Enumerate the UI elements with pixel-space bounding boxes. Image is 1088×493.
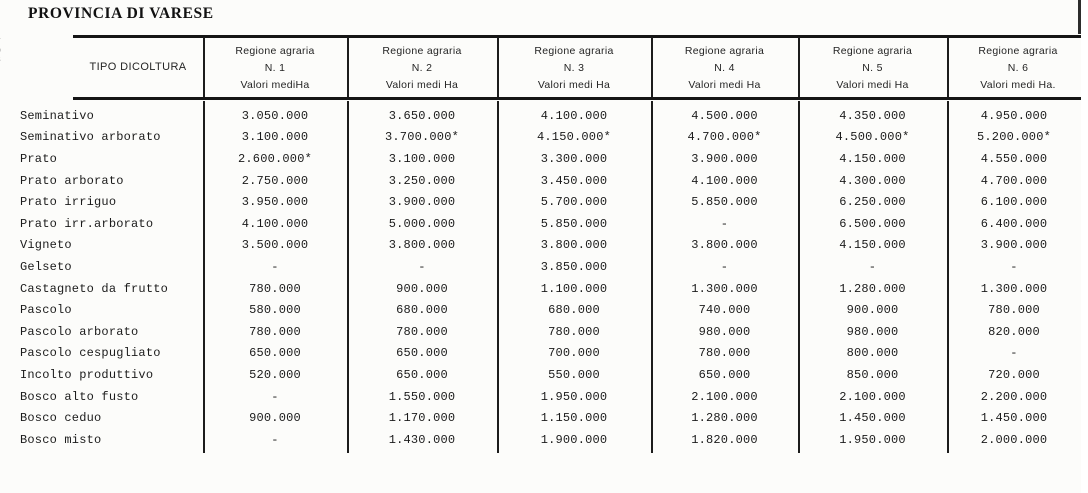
value-region-1: - <box>271 432 279 447</box>
value-region-1: 2.750.000 <box>241 173 309 188</box>
value-region-3: 550.000 <box>548 367 600 382</box>
column-header-region-4 <box>652 39 797 95</box>
value-region-2: - <box>418 259 426 274</box>
crop-type-label: Bosco alto fusto <box>20 389 139 404</box>
value-region-5: 1.450.000 <box>839 411 906 426</box>
value-region-1: 3.050.000 <box>241 108 309 123</box>
value-region-2: 780.000 <box>396 324 448 339</box>
value-region-3: 4.100.000 <box>540 108 608 123</box>
value-region-6: 4.700.000 <box>980 173 1048 188</box>
table-row <box>0 191 1081 213</box>
value-region-2: 900.000 <box>396 281 448 296</box>
value-region-3: 1.150.000 <box>540 411 608 426</box>
value-region-6: 720.000 <box>988 367 1040 382</box>
value-region-4: 1.300.000 <box>691 281 758 296</box>
table-row <box>0 105 1081 127</box>
value-region-4: - <box>720 216 729 231</box>
table-row <box>0 429 1081 451</box>
value-region-4: 3.900.000 <box>691 151 758 166</box>
value-region-3: 3.450.000 <box>540 173 608 188</box>
value-region-1: - <box>271 389 279 404</box>
unit-label: Valori medi Ha <box>537 79 611 91</box>
value-region-4: 4.100.000 <box>691 173 758 188</box>
value-region-4: 3.800.000 <box>691 238 758 253</box>
value-region-3: 780.000 <box>548 324 600 339</box>
region-number: N. 6 <box>1007 62 1029 74</box>
value-region-4: 740.000 <box>698 303 751 318</box>
value-region-1: 650.000 <box>249 346 301 361</box>
page-title: PROVINCIA DI VARESE <box>28 5 214 22</box>
table-row <box>0 235 1081 257</box>
crop-type-label: Seminativo <box>20 108 95 123</box>
value-region-1: 2.600.000* <box>237 151 312 166</box>
value-region-6: 4.950.000 <box>980 108 1048 123</box>
table-row <box>0 278 1081 300</box>
crop-type-label: Castagneto da frutto <box>20 281 169 296</box>
value-region-6: - <box>1010 259 1018 274</box>
crop-type-label: Vigneto <box>20 238 72 253</box>
value-region-5: 2.100.000 <box>839 389 906 404</box>
value-region-1: - <box>271 259 279 274</box>
table-row <box>0 256 1081 278</box>
value-region-2: 5.000.000 <box>388 216 456 231</box>
value-region-2: 3.900.000 <box>388 195 456 210</box>
value-region-6: 5.200.000* <box>976 130 1051 145</box>
value-region-6: 4.550.000 <box>980 151 1048 166</box>
value-region-3: 3.850.000 <box>540 259 608 274</box>
value-region-3: 700.000 <box>548 346 600 361</box>
value-region-2: 1.550.000 <box>388 389 456 404</box>
table-row <box>0 321 1081 343</box>
value-region-2: 1.170.000 <box>388 411 456 426</box>
crop-type-label: Prato irr.arborato <box>20 216 154 231</box>
value-region-2: 3.100.000 <box>388 151 456 166</box>
value-region-1: 520.000 <box>249 367 301 382</box>
value-region-1: 900.000 <box>249 411 301 426</box>
value-region-5: 6.500.000 <box>839 216 906 231</box>
value-region-5: 1.280.000 <box>839 281 906 296</box>
value-region-4: 650.000 <box>698 367 751 382</box>
column-header-region-5 <box>799 39 946 95</box>
region-number: N. 3 <box>563 62 585 74</box>
crop-type-label: Incolto produttivo <box>20 367 154 382</box>
table-body <box>0 105 1081 451</box>
value-region-5: - <box>868 259 877 274</box>
value-region-2: 3.700.000* <box>384 130 459 145</box>
column-header-crop-type: TIPO DICOLTURA <box>89 61 187 73</box>
value-region-1: 3.500.000 <box>241 238 309 253</box>
value-region-2: 650.000 <box>396 367 448 382</box>
crop-type-label: Pascolo <box>20 303 72 318</box>
crop-type-label: Prato arborato <box>20 173 124 188</box>
unit-label: Valori medi Ha <box>385 79 459 91</box>
value-region-5: 1.950.000 <box>839 432 906 447</box>
region-number: N. 4 <box>714 62 735 74</box>
value-region-3: 5.850.000 <box>540 216 608 231</box>
value-region-3: 3.300.000 <box>540 151 608 166</box>
unit-label: Valori medi Ha. <box>980 79 1056 91</box>
crop-type-label: Seminativo arborato <box>20 130 161 145</box>
value-region-5: 850.000 <box>846 367 899 382</box>
value-region-2: 680.000 <box>396 303 448 318</box>
value-region-5: 4.150.000 <box>839 238 906 253</box>
value-region-1: 780.000 <box>249 324 301 339</box>
region-label: Regione agraria <box>684 45 765 57</box>
region-label: Regione agraria <box>832 45 913 57</box>
crop-type-label: Prato irriguo <box>20 195 117 210</box>
value-region-6: 780.000 <box>988 303 1040 318</box>
table-row <box>0 148 1081 170</box>
table-row <box>0 386 1081 408</box>
table-row <box>0 170 1081 192</box>
region-label: Regione agraria <box>235 45 315 57</box>
value-region-6: 1.300.000 <box>980 281 1048 296</box>
value-region-4: 780.000 <box>698 346 751 361</box>
value-region-5: 4.150.000 <box>839 151 906 166</box>
value-region-3: 1.900.000 <box>540 432 608 447</box>
value-region-6: 2.000.000 <box>980 432 1048 447</box>
value-region-2: 3.650.000 <box>388 108 456 123</box>
value-region-5: 900.000 <box>846 303 899 318</box>
table-row <box>0 364 1081 386</box>
crop-type-label: Gelseto <box>20 259 72 274</box>
value-region-6: 820.000 <box>988 324 1040 339</box>
value-region-6: 2.200.000 <box>980 389 1048 404</box>
unit-label: Valori mediHa <box>240 79 310 91</box>
value-region-6: - <box>1010 346 1018 361</box>
value-region-2: 3.250.000 <box>388 173 456 188</box>
value-region-2: 650.000 <box>396 346 448 361</box>
scan-edge-artifact <box>1078 0 1081 34</box>
table-row <box>0 299 1081 321</box>
value-region-4: 1.280.000 <box>691 411 758 426</box>
crop-type-label: Bosco misto <box>20 432 102 447</box>
value-region-5: 800.000 <box>846 346 899 361</box>
value-region-1: 4.100.000 <box>241 216 309 231</box>
value-region-4: - <box>720 259 729 274</box>
value-region-4: 4.700.000* <box>687 130 762 145</box>
region-number: N. 2 <box>411 62 433 74</box>
value-region-3: 3.800.000 <box>540 238 608 253</box>
value-region-4: 4.500.000 <box>691 108 758 123</box>
region-number: N. 1 <box>264 62 286 74</box>
value-region-4: 5.850.000 <box>691 195 758 210</box>
region-label: Regione agraria <box>978 45 1058 57</box>
value-region-1: 3.100.000 <box>241 130 309 145</box>
value-region-3: 5.700.000 <box>540 195 608 210</box>
region-label: Regione agraria <box>534 45 614 57</box>
value-region-6: 6.400.000 <box>980 216 1048 231</box>
table-row <box>0 213 1081 235</box>
value-region-5: 4.350.000 <box>839 108 906 123</box>
value-region-4: 2.100.000 <box>691 389 758 404</box>
value-region-6: 3.900.000 <box>980 238 1048 253</box>
value-region-4: 1.820.000 <box>691 432 758 447</box>
table-row <box>0 407 1081 429</box>
land-values-table <box>0 35 1081 455</box>
unit-label: Valori medi Ha <box>836 79 909 91</box>
value-region-5: 6.250.000 <box>839 195 906 210</box>
unit-label: Valori medi Ha <box>688 79 761 91</box>
value-region-2: 1.430.000 <box>388 432 456 447</box>
table-row <box>0 127 1081 149</box>
value-region-3: 1.950.000 <box>540 389 608 404</box>
table-top-border <box>73 35 1081 38</box>
value-region-3: 4.150.000* <box>536 130 611 145</box>
value-region-1: 580.000 <box>249 303 301 318</box>
region-label: Regione agraria <box>382 45 462 57</box>
crop-type-label: Pascolo cespugliato <box>20 346 161 361</box>
column-header-region-1 <box>204 39 346 95</box>
column-header-region-2 <box>348 39 496 95</box>
crop-type-label: Bosco ceduo <box>20 411 102 426</box>
value-region-1: 780.000 <box>249 281 301 296</box>
crop-type-label: Pascolo arborato <box>20 324 139 339</box>
value-region-3: 680.000 <box>548 303 600 318</box>
value-region-5: 4.500.000* <box>835 130 910 145</box>
value-region-4: 980.000 <box>698 324 751 339</box>
crop-type-label: Prato <box>20 151 58 166</box>
column-header-region-6 <box>948 39 1088 95</box>
table-row <box>0 343 1081 365</box>
value-region-6: 6.100.000 <box>980 195 1048 210</box>
region-number: N. 5 <box>862 62 883 74</box>
column-header-region-3 <box>498 39 650 95</box>
value-region-6: 1.450.000 <box>980 411 1048 426</box>
value-region-5: 980.000 <box>846 324 899 339</box>
value-region-2: 3.800.000 <box>388 238 456 253</box>
value-region-1: 3.950.000 <box>241 195 309 210</box>
value-region-5: 4.300.000 <box>839 173 906 188</box>
value-region-3: 1.100.000 <box>540 281 608 296</box>
header-bottom-border <box>73 97 1081 100</box>
